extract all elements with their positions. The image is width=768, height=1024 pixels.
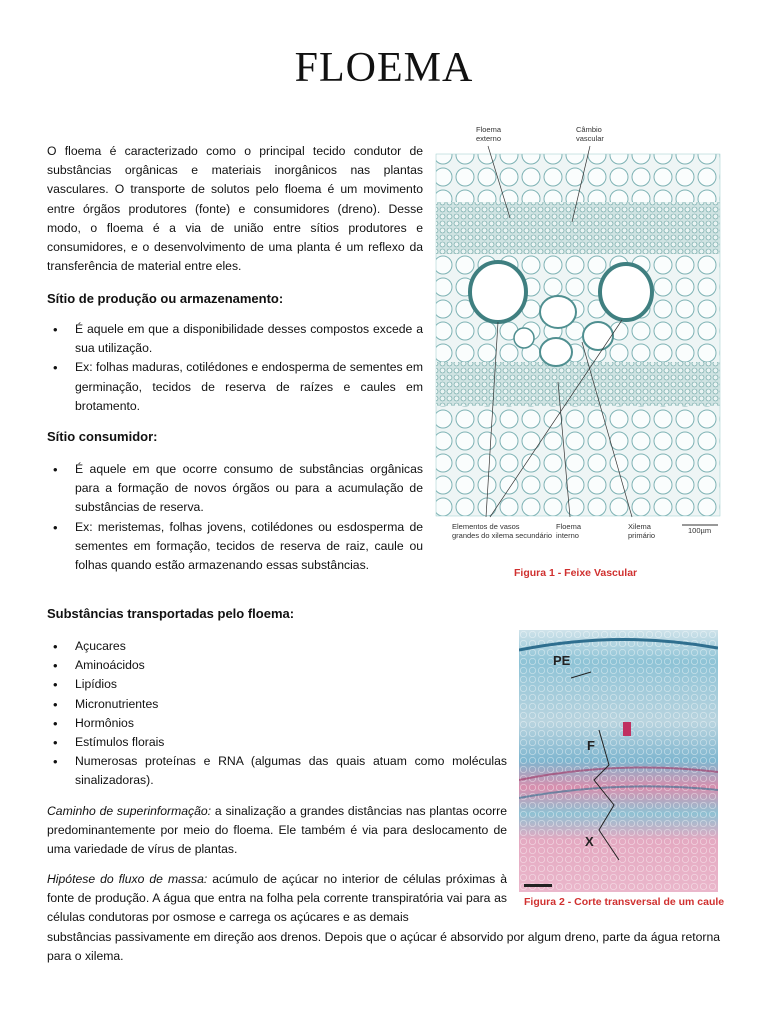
list-item: • Micronutrientes — [47, 695, 507, 714]
paragraph-mass-flow-continuation: substâncias passivamente em direção aos drenos. Depois que o açúcar é absorvido por algum dreno, parte da água retorna para o xilema. — [47, 930, 720, 964]
consumer-list — [47, 460, 423, 575]
label-xilema: Xilema — [628, 522, 651, 531]
production-list — [47, 320, 423, 416]
label-pe: PE — [553, 653, 571, 668]
section-heading-substances: Substâncias transportadas pelo floema: — [47, 606, 295, 621]
label-floema-externo-2: externo — [476, 134, 502, 143]
figure1-caption: Figura 1 - Feixe Vascular — [514, 567, 638, 579]
label-floema-externo: Floema — [476, 125, 502, 134]
list-item: • Ex: folhas maduras, cotilédones e endosperma de sementes em germinação, tecidos de reserva de raízes e caules em brotamento. — [47, 358, 423, 416]
label-cambio: Câmbio — [576, 125, 602, 134]
list-item: • Lipídios — [47, 675, 507, 694]
list-item: • É aquele em que ocorre consumo de substâncias orgânicas para a formação de novos órgãos ou para a acumulação de substâncias de reserva. — [47, 460, 423, 518]
section-heading-consumer: Sítio consumidor: — [47, 429, 158, 444]
vascular-bundle-image — [432, 122, 724, 548]
list-item: • Açucares — [47, 637, 507, 656]
list-item: • Aminoácidos — [47, 656, 507, 675]
label-xilema-2: primário — [628, 531, 656, 540]
label-floema-interno: Floema — [556, 522, 582, 531]
list-item: • Ex: meristemas, folhas jovens, cotilédones ou esdosperma de sementes em formação, tecidos de reserva de raiz, caule ou folhas quando estão armazenando essas substâncias. — [47, 518, 423, 576]
list-item: • Estímulos florais — [47, 733, 507, 752]
list-item: • Hormônios — [47, 714, 507, 733]
scale-bar-label: 100µm — [688, 526, 712, 535]
label-elementos-2: grandes do xilema secundário — [452, 531, 553, 540]
paragraph-text: acúmulo de açúcar no interior de células próximas à fonte de produção. A água que entra na folha pela corrente transpiratória vai para as células condutoras por osmose e carrega os açúcares e as demais — [47, 872, 507, 925]
paragraph-mass-flow — [47, 870, 507, 928]
figure2-caption: Figura 2 - Corte transversal de um caule — [524, 896, 725, 908]
substances-list — [47, 637, 507, 791]
label-f: F — [587, 738, 595, 753]
section-heading-production: Sítio de produção ou armazenamento: — [47, 291, 284, 306]
page-title: FLOEMA — [294, 45, 474, 91]
stem-section-image — [519, 630, 718, 892]
list-item: • Numerosas proteínas e RNA (algumas das quais atuam como moléculas sinalizadoras). — [47, 752, 507, 790]
label-x: X — [585, 834, 594, 849]
paragraph-lead: Hipótese do fluxo de massa: — [47, 872, 208, 886]
label-elementos: Elementos de vasos — [452, 522, 520, 531]
paragraph-text: a sinalização a grandes distâncias nas plantas ocorre predominantemente por meio do floema. Ele também é via para deslocamento de uma variedade de vírus de plantas. — [47, 804, 507, 857]
list-item: • É aquele em que a disponibilidade desses compostos excede a sua utilização. — [47, 320, 423, 358]
label-cambio-2: vascular — [576, 134, 604, 143]
label-floema-interno-2: interno — [556, 531, 579, 540]
intro-paragraph: O floema é caracterizado como o principal tecido condutor de substâncias orgânicas e materiais inorgânicos nas plantas vasculares. O transporte de solutos pelo floema é um movimento entre órgãos produtores (fonte) e consumidores (dreno). Desse modo, o floema é a via de união entre sítios produtores e consumidores, e o desenvolvimento de uma planta é um reflexo da transferência de material entre eles. — [47, 144, 423, 274]
paragraph-lead: Caminho de superinformação: — [47, 804, 212, 818]
paragraph-superinformation — [47, 802, 507, 860]
